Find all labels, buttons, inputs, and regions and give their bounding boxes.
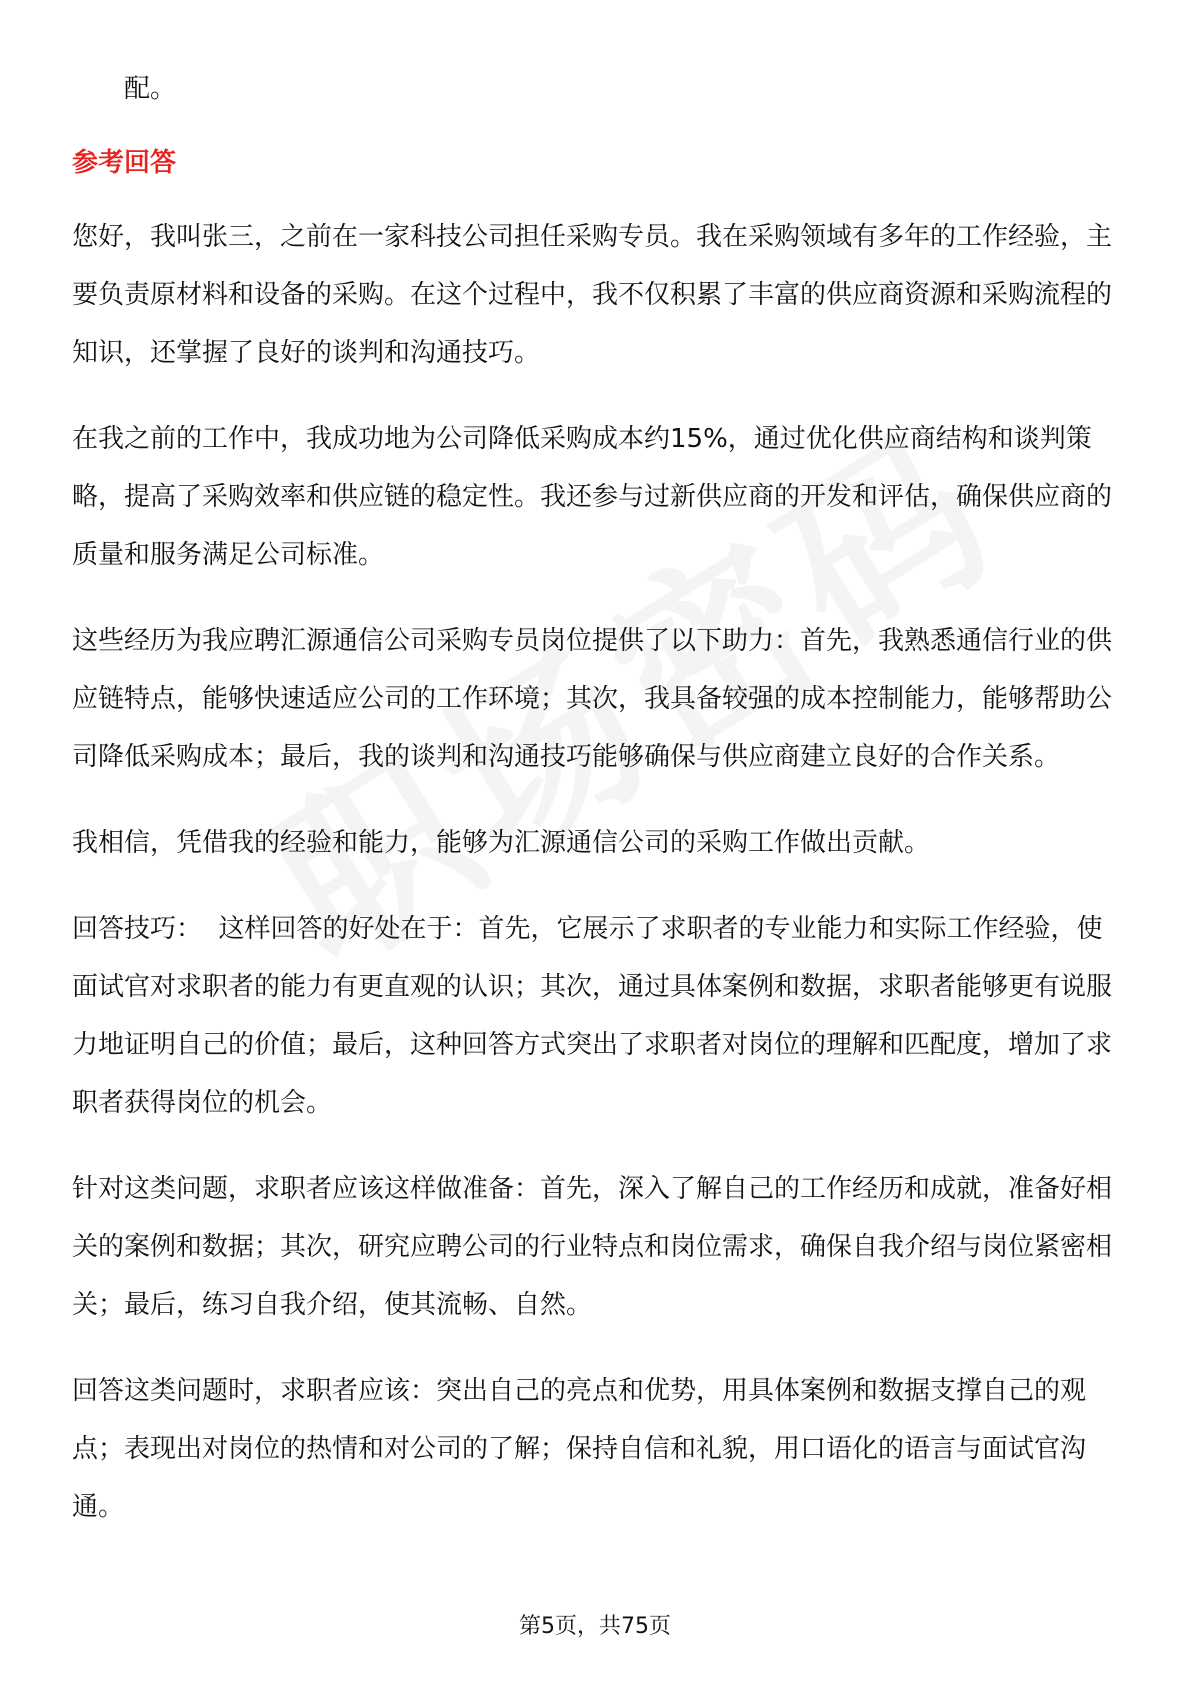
paragraph-conclusion: 我相信，凭借我的经验和能力，能够为汇源通信公司的采购工作做出贡献。 — [72, 828, 931, 858]
page-content — [72, 60, 1112, 1564]
paragraph-answer-tips: 回答技巧： 这样回答的好处在于：首先，它展示了求职者的专业能力和实际工作经验，使面试官对求职者的能力有更直观的认识；其次，通过具体案例和数据，求职者能够更有说服力地证明自己的价值；最后，这种回答方式突出了求职者对岗位的理解和匹配度，增加了求职者获得岗位的机会。 — [72, 914, 1113, 1118]
paragraph-advantages: 这些经历为我应聘汇源通信公司采购专员岗位提供了以下助力：首先，我熟悉通信行业的供应链特点，能够快速适应公司的工作环境；其次，我具备较强的成本控制能力，能够帮助公司降低采购成本；最后，我的谈判和沟通技巧能够确保与供应商建立良好的合作关系。 — [72, 626, 1113, 772]
continuation-text: 配。 — [124, 74, 177, 104]
section-heading: 参考回答 — [72, 148, 177, 178]
paragraph-intro: 您好，我叫张三，之前在一家科技公司担任采购专员。我在采购领域有多年的工作经验，主要负责原材料和设备的采购。在这个过程中，我不仅积累了丰富的供应商资源和采购流程的知识，还掌握了良好的谈判和沟通技巧。 — [72, 222, 1113, 368]
page-number: 第5页，共75页 — [519, 1614, 671, 1639]
paragraph-preparation: 针对这类问题，求职者应该这样做准备：首先，深入了解自己的工作经历和成就，准备好相关的案例和数据；其次，研究应聘公司的行业特点和岗位需求，确保自我介绍与岗位紧密相关；最后，练习自我介绍，使其流畅、自然。 — [72, 1174, 1113, 1320]
paragraph-guidance: 回答这类问题时，求职者应该：突出自己的亮点和优势，用具体案例和数据支撑自己的观点；表现出对岗位的热情和对公司的了解；保持自信和礼貌，用口语化的语言与面试官沟通。 — [72, 1376, 1087, 1522]
paragraph-achievement: 在我之前的工作中，我成功地为公司降低采购成本约15%，通过优化供应商结构和谈判策略，提高了采购效率和供应链的稳定性。我还参与过新供应商的开发和评估，确保供应商的质量和服务满足公司标准。 — [72, 424, 1113, 570]
